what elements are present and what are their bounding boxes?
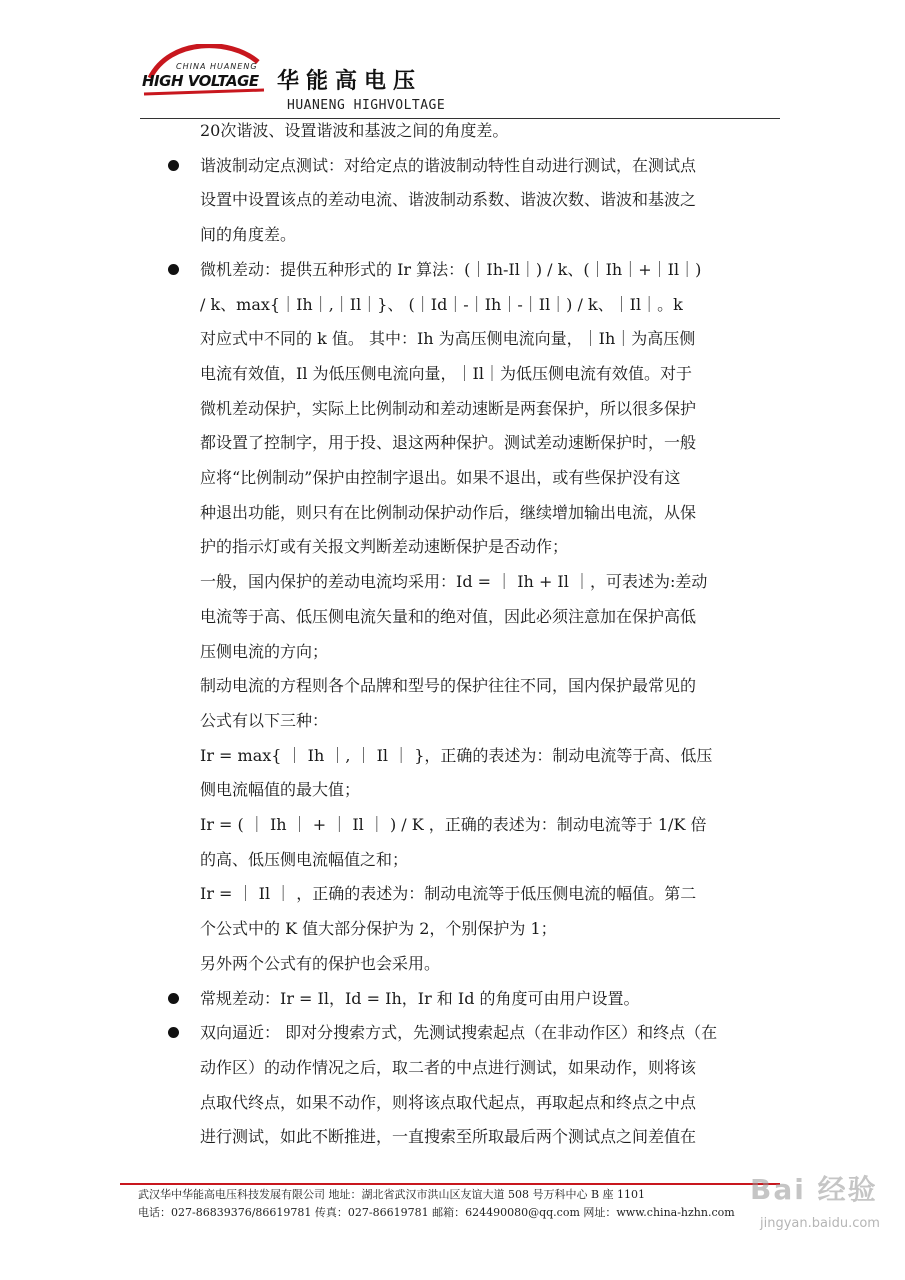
text-line: 双向逼近： 即对分搜索方式，先测试搜索起点（在非动作区）和终点（在 (200, 1023, 718, 1042)
bullet-icon (168, 1027, 179, 1038)
text-line: Ir = ( ｜ Ih ｜ + ｜ Il ｜ ) / K ，正确的表述为：制动电流等于 1/K 倍 (200, 815, 707, 834)
company-logo (140, 44, 270, 100)
text-line: 个公式中的 K 值大部分保护为 2，个别保护为 1； (200, 919, 557, 938)
footer-address: 武汉华中华能高电压科技发展有限公司 地址：湖北省武汉市洪山区友谊大道 508 号万科中心 B 座 1101 (138, 1188, 646, 1201)
brand-name-en: HUANENG HIGHVOLTAGE (287, 98, 446, 113)
text-line: 设置中设置该点的差动电流、谐波制动系数、谐波次数、谐波和基波之 (200, 190, 697, 209)
text-line: 微机差动保护，实际上比例制动和差动速断是两套保护，所以很多保护 (200, 399, 697, 418)
text-line: 都设置了控制字，用于投、退这两种保护。测试差动速断保护时，一般 (200, 433, 697, 452)
text-line: 动作区）的动作情况之后，取二者的中点进行测试，如果动作，则将该 (200, 1058, 697, 1077)
page-header (0, 0, 905, 120)
text-line: 对应式中不同的 k 值。 其中：Ih 为高压侧电流向量，｜Ih｜为高压侧 (200, 329, 696, 348)
text-line: 种退出功能，则只有在比例制动保护动作后，继续增加输出电流，从保 (200, 503, 697, 522)
logo-top-text: CHINA HUANENG (176, 62, 258, 71)
footer-divider (120, 1183, 780, 1185)
text-line: 微机差动：提供五种形式的 Ir 算法：(｜Ih-Il｜) / k、(｜Ih｜+｜Il｜) (200, 260, 702, 279)
text-line: 一般，国内保护的差动电流均采用：Id = ｜ Ih + Il ｜，可表述为:差动 (200, 572, 708, 591)
text-line: 20次谐波、设置谐波和基波之间的角度差。 (200, 121, 509, 140)
text-line: 电流等于高、低压侧电流矢量和的绝对值，因此必须注意加在保护高低 (200, 607, 697, 626)
text-line: 侧电流幅值的最大值； (200, 780, 361, 799)
watermark-url: jingyan.baidu.com (760, 1216, 880, 1231)
header-divider (140, 118, 780, 119)
text-line: 谐波制动定点测试：对给定点的谐波制动特性自动进行测试，在测试点 (200, 156, 697, 175)
text-line: 应将“比例制动”保护由控制字退出。如果不退出，或有些保护没有这 (200, 468, 681, 487)
watermark-brand: Bai 经验 (750, 1173, 878, 1206)
text-line: Ir = ｜ Il ｜ ，正确的表述为：制动电流等于低压侧电流的幅值。第二 (200, 884, 697, 903)
text-line: 护的指示灯或有关报文判断差动速断保护是否动作； (200, 537, 569, 556)
text-line: / k、max{｜Ih｜,｜Il｜}、 (｜Id｜-｜Ih｜-｜Il｜) / k、｜Il｜。k (200, 295, 683, 314)
text-line: Ir = max{ ｜ Ih ｜, ｜ Il ｜ }，正确的表述为：制动电流等于高、低压 (200, 746, 713, 765)
text-line: 间的角度差。 (200, 225, 297, 244)
footer-contact: 电话：027-86839376/86619781 传真：027-86619781 邮箱：624490080@qq.com 网址：www.china-hzhn.com (138, 1206, 735, 1219)
text-line: 的高、低压侧电流幅值之和； (200, 850, 409, 869)
text-line: 公式有以下三种： (200, 711, 329, 730)
text-line: 点取代终点，如果不动作，则将该点取代起点，再取起点和终点之中点 (200, 1093, 697, 1112)
text-line: 压侧电流的方向； (200, 642, 329, 661)
bullet-icon (168, 160, 179, 171)
text-line: 进行测试，如此不断推进，一直搜索至所取最后两个测试点之间差值在 (200, 1127, 697, 1146)
logo-main-text: HIGH VOLTAGE (142, 72, 259, 90)
text-line: 制动电流的方程则各个品牌和型号的保护往往不同，国内保护最常见的 (200, 676, 697, 695)
text-line: 电流有效值，Il 为低压侧电流向量，｜Il｜为低压侧电流有效值。对于 (200, 364, 692, 383)
bullet-icon (168, 264, 179, 275)
text-line: 常规差动：Ir = Il，Id = Ih，Ir 和 Id 的角度可由用户设置。 (200, 989, 640, 1008)
brand-name-cn: 华能高电压 (277, 69, 423, 94)
text-line: 另外两个公式有的保护也会采用。 (200, 954, 441, 973)
bullet-icon (168, 993, 179, 1004)
